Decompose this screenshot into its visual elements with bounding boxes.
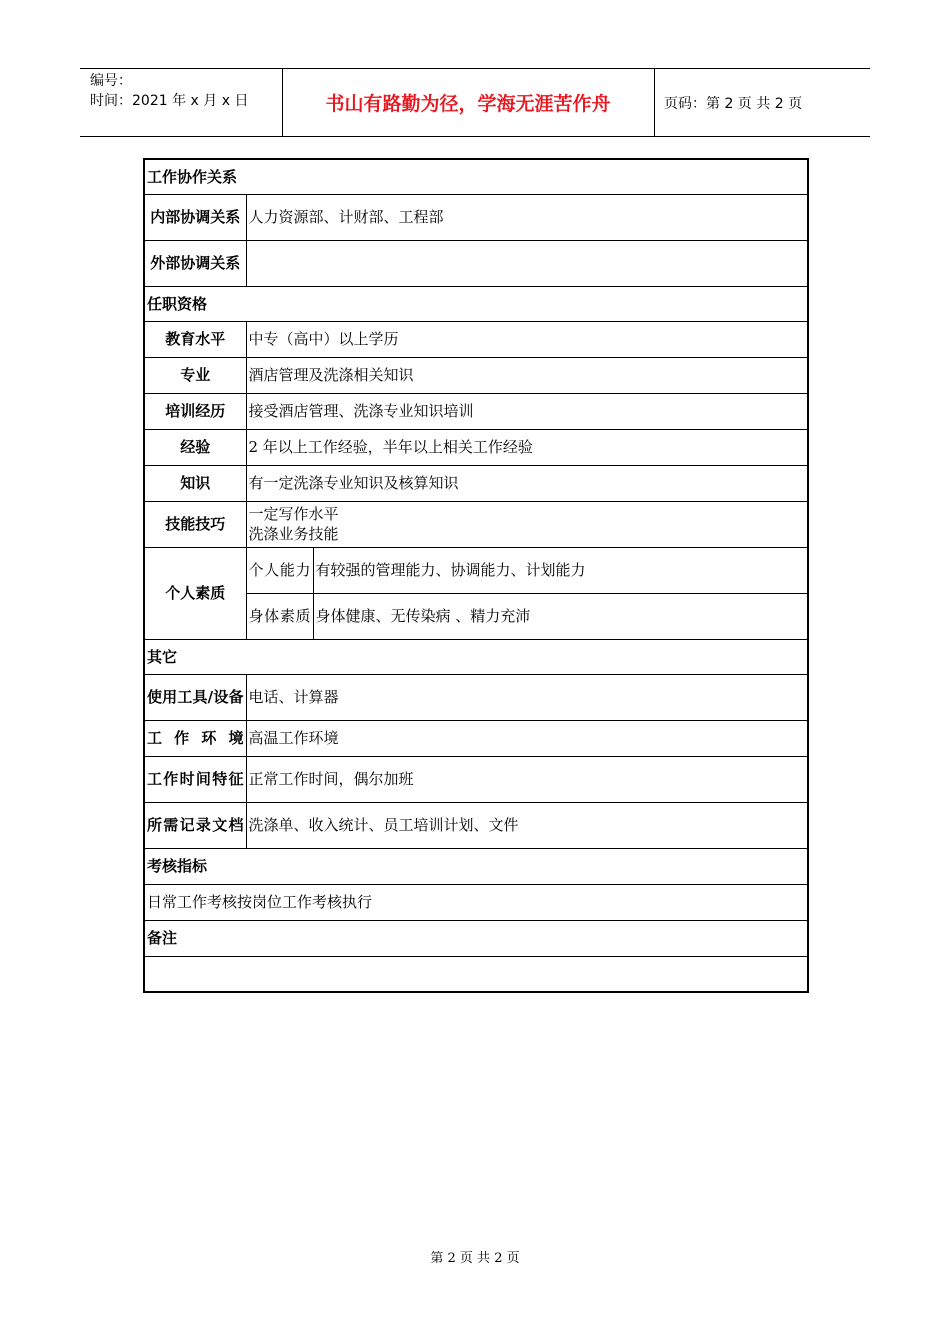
training-value: 接受酒店管理、洗涤专业知识培训 <box>246 393 808 429</box>
skills-value <box>246 501 808 547</box>
section-title-notes: 备注 <box>144 920 808 956</box>
skills-line-1: 一定写作水平 <box>248 505 339 523</box>
skills-label: 技能技巧 <box>144 501 246 547</box>
experience-label: 经验 <box>144 429 246 465</box>
records-label: 所需记录文档 <box>144 802 246 848</box>
internal-coordination-value: 人力资源部、计财部、工程部 <box>246 194 808 240</box>
number-label: 编号： <box>90 73 132 89</box>
job-description-table <box>143 158 809 993</box>
page-header <box>80 68 870 137</box>
kpi-value: 日常工作考核按岗位工作考核执行 <box>144 884 808 920</box>
education-label: 教育水平 <box>144 321 246 357</box>
section-title-cooperation: 工作协作关系 <box>144 159 808 194</box>
work-time-value: 正常工作时间，偶尔加班 <box>246 756 808 802</box>
section-title-qualifications: 任职资格 <box>144 286 808 321</box>
tools-value: 电话、计算器 <box>246 674 808 720</box>
environment-label: 工作环境 <box>144 720 246 756</box>
skills-line-2: 洗涤业务技能 <box>248 525 339 543</box>
knowledge-label: 知识 <box>144 465 246 501</box>
personal-ability-label: 个人能力 <box>246 547 313 593</box>
education-value: 中专（高中）以上学历 <box>246 321 808 357</box>
major-value: 酒店管理及洗涤相关知识 <box>246 357 808 393</box>
experience-value: 2 年以上工作经验，半年以上相关工作经验 <box>246 429 808 465</box>
work-time-label: 工作时间特征 <box>144 756 246 802</box>
personal-ability-value: 有较强的管理能力、协调能力、计划能力 <box>313 547 808 593</box>
major-label: 专业 <box>144 357 246 393</box>
tools-label: 使用工具/设备 <box>144 674 246 720</box>
section-title-kpi: 考核指标 <box>144 848 808 884</box>
external-coordination-value <box>246 240 808 286</box>
page-footer: 第 2 页 共 2 页 <box>430 1251 520 1266</box>
date-label: 时间：2021 年 x 月 x 日 <box>90 93 249 109</box>
records-value: 洗涤单、收入统计、员工培训计划、文件 <box>246 802 808 848</box>
section-title-other: 其它 <box>144 639 808 674</box>
header-divider-right <box>654 69 655 136</box>
physical-quality-label: 身体素质 <box>246 593 313 639</box>
external-coordination-label: 外部协调关系 <box>144 240 246 286</box>
knowledge-value: 有一定洗涤专业知识及核算知识 <box>246 465 808 501</box>
environment-value: 高温工作环境 <box>246 720 808 756</box>
header-meta <box>90 71 248 111</box>
header-motto: 书山有路勤为径，学海无涯苦作舟 <box>325 93 611 115</box>
internal-coordination-label: 内部协调关系 <box>144 194 246 240</box>
notes-value <box>144 956 808 992</box>
header-page-info: 页码：第 2 页 共 2 页 <box>664 95 803 112</box>
physical-quality-value: 身体健康、无传染病 、精力充沛 <box>313 593 808 639</box>
personal-quality-label: 个人素质 <box>144 547 246 639</box>
training-label: 培训经历 <box>144 393 246 429</box>
